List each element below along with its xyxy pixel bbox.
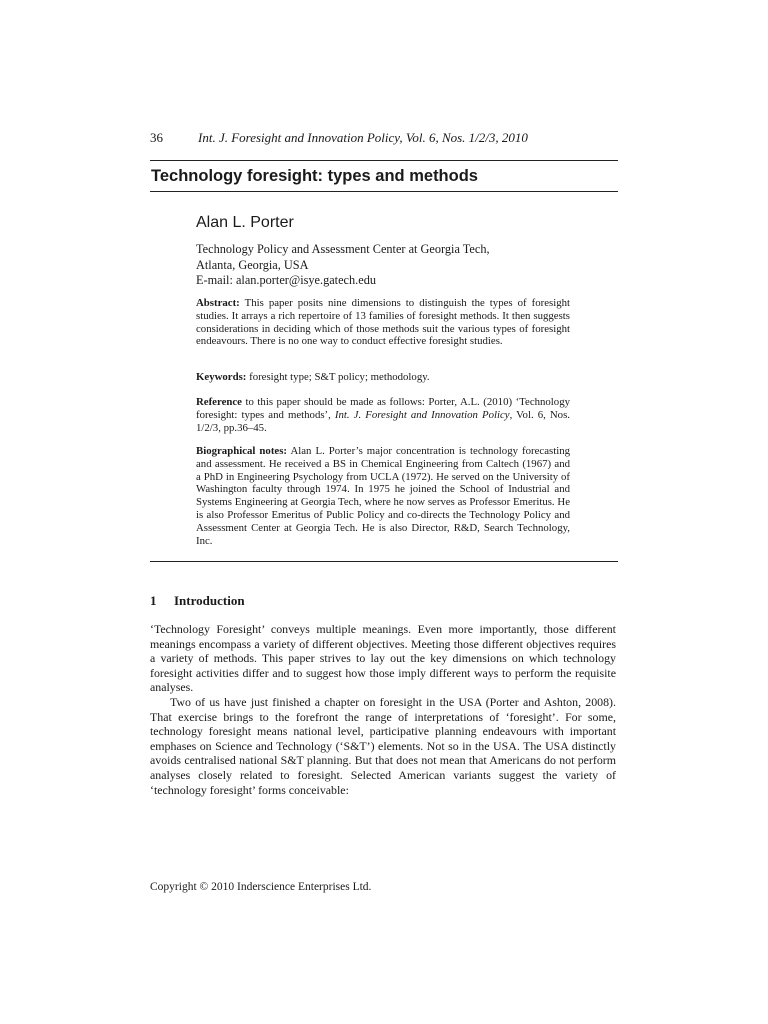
paragraph: Two of us have just finished a chapter on foresight in the USA (Porter and Ashton, 2008). That exercise brings to the forefront the range of interpretations of ‘foresight’. For some, technology foresight means national level, participative planning endeavours with important emphases on Science and Technology (‘S&T’) elements. Not so in the USA. The USA distinctly avoids centralised national S&T planning. But that does not mean that Americans do not perform analyses closely related to foresight. Selected American variants suggest the variety of ‘technology foresight’ forms conceivable: <box>150 694 616 797</box>
running-header <box>150 130 620 146</box>
biographical-notes <box>196 445 570 547</box>
section-body <box>150 622 616 797</box>
abstract-label: Abstract: <box>196 297 240 309</box>
reference-text: to this paper should be made as follows: Porter, A.L. (2010) ‘Technology foresight: types and methods’, <box>196 396 570 421</box>
reference-details: , Vol. 6, Nos. 1/2/3, pp.36–45. <box>196 408 570 434</box>
keywords-text: foresight type; S&T policy; methodology. <box>249 371 430 383</box>
section-number: 1 <box>150 593 157 608</box>
section-rule <box>150 561 618 562</box>
bio-text: Alan L. Porter’s major concentration is technology forecasting and assessment. He received a BS in Chemical Engineering from Caltech (1967) and a PhD in Engineering Psychology from UCLA (1972). He served on the University of Washington faculty through 1974. In 1975 he joined the School of Industrial and Systems Engineering at Georgia Tech, where he now serves as Professor Emeritus. He is also Professor Emeritus of Public Policy and co-directs the Technology Policy and Assessment Center at Georgia Tech. He is also Director, R&D, Search Technology, Inc. <box>196 445 570 547</box>
affiliation-line: Atlanta, Georgia, USA <box>196 257 309 272</box>
reference <box>196 396 570 434</box>
reference-label: Reference <box>196 396 242 408</box>
abstract <box>196 297 570 348</box>
top-rule <box>150 160 618 161</box>
author-email: E-mail: alan.porter@isye.gatech.edu <box>196 273 376 287</box>
abstract-text: This paper posits nine dimensions to distinguish the types of foresight studies. It arrays a rich repertoire of 13 families of foresight methods. It then suggests considerations in deciding which of those methods suit the various types of foresight endeavours. There is no one way to conduct effective foresight studies. <box>196 297 570 348</box>
keywords-label: Keywords: <box>196 371 247 383</box>
page-number: 36 <box>150 130 163 145</box>
title-rule <box>150 191 618 192</box>
bio-label: Biographical notes: <box>196 445 288 457</box>
affiliation-line: Technology Policy and Assessment Center at Georgia Tech, <box>196 242 490 256</box>
section-heading <box>150 593 245 609</box>
article-title: Technology foresight: types and methods <box>151 167 478 185</box>
author-name: Alan L. Porter <box>196 214 294 231</box>
section-title: Introduction <box>174 593 245 608</box>
author-affiliation <box>196 242 576 289</box>
journal-citation: Int. J. Foresight and Innovation Policy, Vol. 6, Nos. 1/2/3, 2010 <box>198 130 528 145</box>
keywords <box>196 371 570 384</box>
copyright-notice: Copyright © 2010 Inderscience Enterprises Ltd. <box>150 881 372 893</box>
reference-journal: Int. J. Foresight and Innovation Policy <box>334 408 510 421</box>
paragraph: ‘Technology Foresight’ conveys multiple meanings. Even more importantly, those different meanings encompass a variety of different objectives. Meeting those different objectives requires a variety of methods. This paper strives to lay out the key dimensions on which technology foresight activities differ and to suggest how those imply different ways to perform the requisite analyses. <box>150 622 616 695</box>
